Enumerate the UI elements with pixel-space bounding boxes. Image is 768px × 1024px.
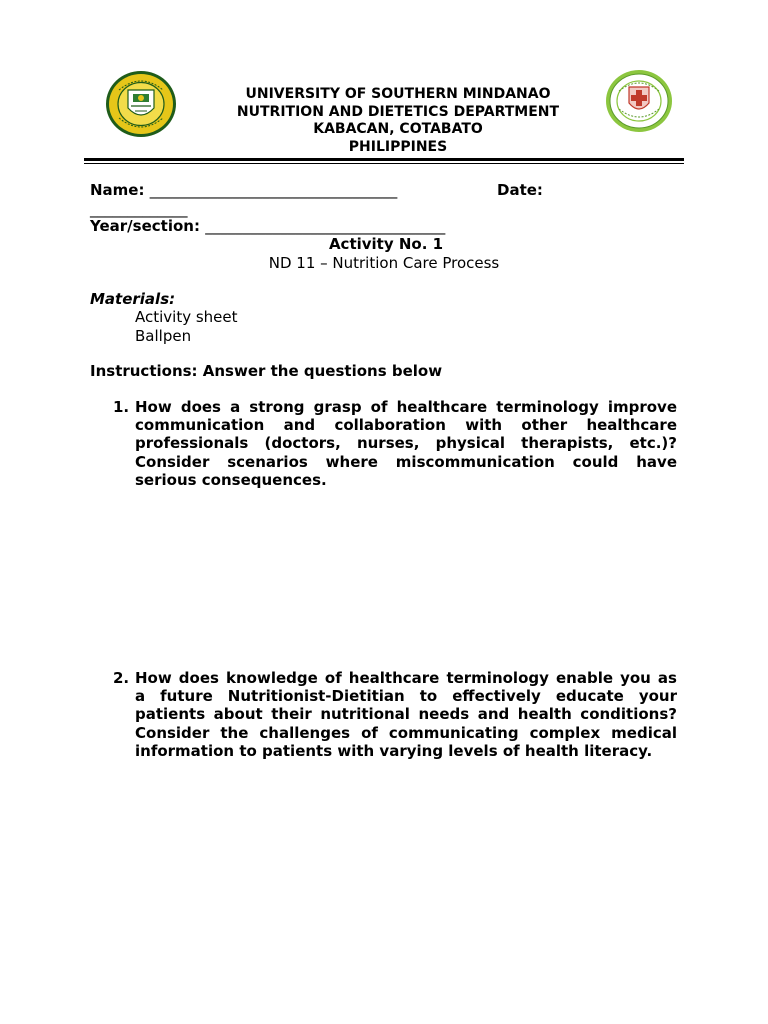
year-section-label: Year/section: xyxy=(90,217,200,235)
location-country: PHILIPPINES xyxy=(348,138,448,155)
materials-heading: Materials: xyxy=(90,290,176,308)
question-text: How does knowledge of healthcare terminology enable you as a future Nutritionist-Dietitian to effectively educate your patients about their nutritional needs and health conditions? Consider the challenges of communicating complex medical information to patients with varying levels of health literacy. xyxy=(135,669,677,760)
usm-seal-icon xyxy=(105,70,177,138)
instructions: Instructions: Answer the questions below xyxy=(90,362,443,380)
name-label: Name: xyxy=(90,181,145,199)
materials-item: Activity sheet xyxy=(135,308,238,326)
header-divider-thin xyxy=(84,163,684,164)
department-name: NUTRITION AND DIETETICS DEPARTMENT xyxy=(236,103,560,120)
question-number: 1. xyxy=(113,398,130,416)
date-label: Date: xyxy=(497,181,543,199)
year-section-blank[interactable]: ________________________________ xyxy=(205,217,446,235)
location-city: KABACAN, COTABATO xyxy=(313,121,483,137)
activity-title: Activity No. 1 xyxy=(328,235,444,253)
activity-subtitle: ND 11 – Nutrition Care Process xyxy=(268,254,500,272)
question-text: How does a strong grasp of healthcare terminology improve communication and collaboration with other healthcare professionals (doctors, nurses, physical therapists, etc.)? Consider scenarios where miscommunication could have serious consequences. xyxy=(135,398,677,489)
university-name: UNIVERSITY OF SOUTHERN MINDANAO xyxy=(245,86,551,102)
header-divider-thick xyxy=(84,158,684,161)
year-section-field[interactable] xyxy=(90,217,445,235)
institution-header xyxy=(200,86,596,156)
name-blank[interactable]: _________________________________ xyxy=(149,181,398,199)
materials-item: Ballpen xyxy=(135,327,192,345)
date-blank[interactable]: _____________ xyxy=(90,200,188,218)
name-field[interactable] xyxy=(90,181,397,199)
department-seal-icon xyxy=(605,69,673,133)
question-number: 2. xyxy=(113,669,130,687)
